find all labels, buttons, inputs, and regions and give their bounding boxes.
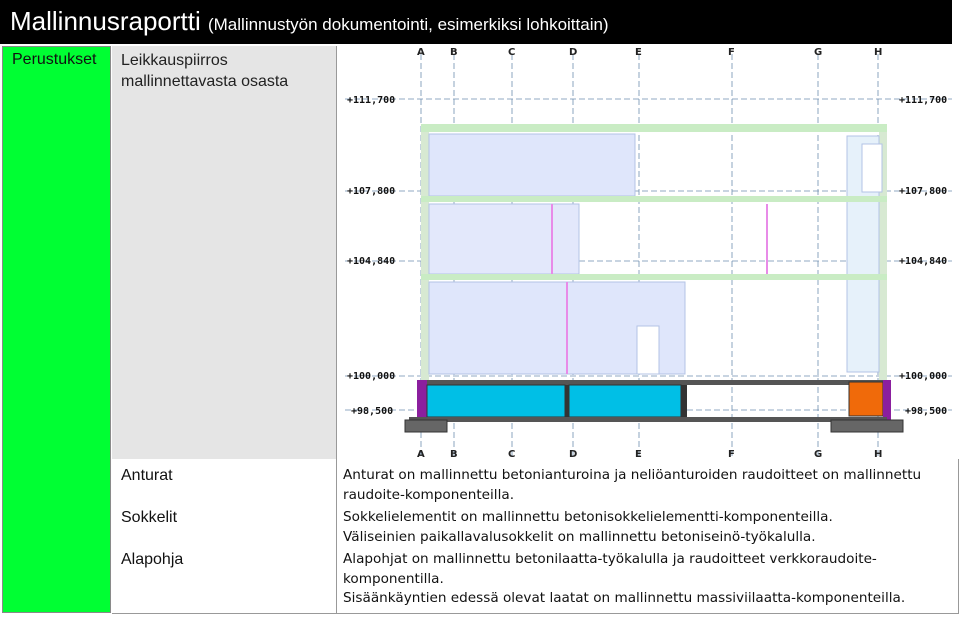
svg-text:+111,700: +111,700 bbox=[347, 95, 396, 106]
descriptions-column bbox=[337, 459, 959, 614]
description-line: komponentilla. bbox=[343, 570, 444, 587]
svg-text:F: F bbox=[728, 47, 735, 58]
svg-text:A: A bbox=[417, 47, 425, 58]
title-bar bbox=[0, 0, 952, 44]
description-sokkelit bbox=[343, 508, 943, 547]
svg-text:B: B bbox=[450, 449, 458, 459]
svg-text:C: C bbox=[508, 449, 516, 459]
description-line: Väliseinien paikallavalusokkelit on mallinnettu betoniseinö-työkalulla. bbox=[343, 528, 816, 545]
section-drawing bbox=[337, 46, 960, 459]
svg-text:E: E bbox=[635, 449, 642, 459]
page-title bbox=[10, 4, 609, 42]
svg-text:F: F bbox=[728, 449, 735, 459]
svg-text:+104,840: +104,840 bbox=[347, 256, 396, 267]
row-label-anturat: Anturat bbox=[121, 467, 173, 484]
row-label-alapohja: Alapohja bbox=[121, 551, 184, 568]
svg-text:+107,800: +107,800 bbox=[347, 186, 396, 197]
subtitle-text: (Mallinnustyön dokumentointi, esimerkiksi lohkoittain) bbox=[207, 15, 609, 34]
svg-text:E: E bbox=[635, 47, 642, 58]
svg-text:+100,000: +100,000 bbox=[347, 371, 396, 382]
description-line: Sisäänkäyntien edessä olevat laatat on mallinnettu massiviilaatta-komponenteilla. bbox=[343, 590, 906, 606]
caption-line1: Leikkauspiirros bbox=[121, 52, 228, 69]
category-label: Perustukset bbox=[12, 51, 97, 68]
category-column bbox=[2, 46, 111, 613]
svg-text:C: C bbox=[508, 47, 516, 58]
svg-text:H: H bbox=[874, 47, 883, 58]
drawing-caption-cell bbox=[112, 46, 337, 459]
description-anturat bbox=[343, 466, 943, 505]
row-labels-column bbox=[112, 459, 337, 614]
section-drawing-svg bbox=[337, 46, 960, 459]
svg-text:+107,800: +107,800 bbox=[899, 186, 948, 197]
caption-line2: mallinnettavasta osasta bbox=[121, 73, 289, 90]
svg-text:+100,000: +100,000 bbox=[899, 371, 948, 382]
svg-text:+111,700: +111,700 bbox=[899, 95, 948, 106]
description-alapohja bbox=[343, 550, 943, 609]
row-label-sokkelit: Sokkelit bbox=[121, 509, 178, 526]
description-line: Alapohjat on mallinnettu betonilaatta-työkalulla ja raudoitteet verkkoraudoite- bbox=[343, 551, 877, 567]
description-line: raudoite-komponenteilla. bbox=[343, 486, 515, 503]
title-text: Mallinnusraportti bbox=[10, 6, 201, 36]
description-line: Sokkelielementit on mallinnettu betonisokkelielementti-komponenteilla. bbox=[343, 509, 833, 525]
svg-text:G: G bbox=[814, 449, 823, 459]
svg-text:D: D bbox=[569, 47, 578, 58]
svg-text:+98,500: +98,500 bbox=[905, 406, 948, 417]
svg-text:+104,840: +104,840 bbox=[899, 256, 948, 267]
drawing-caption bbox=[121, 50, 321, 92]
svg-text:A: A bbox=[417, 449, 425, 459]
svg-text:B: B bbox=[450, 47, 458, 58]
svg-text:D: D bbox=[569, 449, 578, 459]
description-line: Anturat on mallinnettu betonianturoina ja neliöanturoiden raudoitteet on mallinnettu bbox=[343, 467, 922, 483]
svg-text:H: H bbox=[874, 449, 883, 459]
svg-text:+98,500: +98,500 bbox=[351, 406, 394, 417]
svg-text:G: G bbox=[814, 47, 823, 58]
